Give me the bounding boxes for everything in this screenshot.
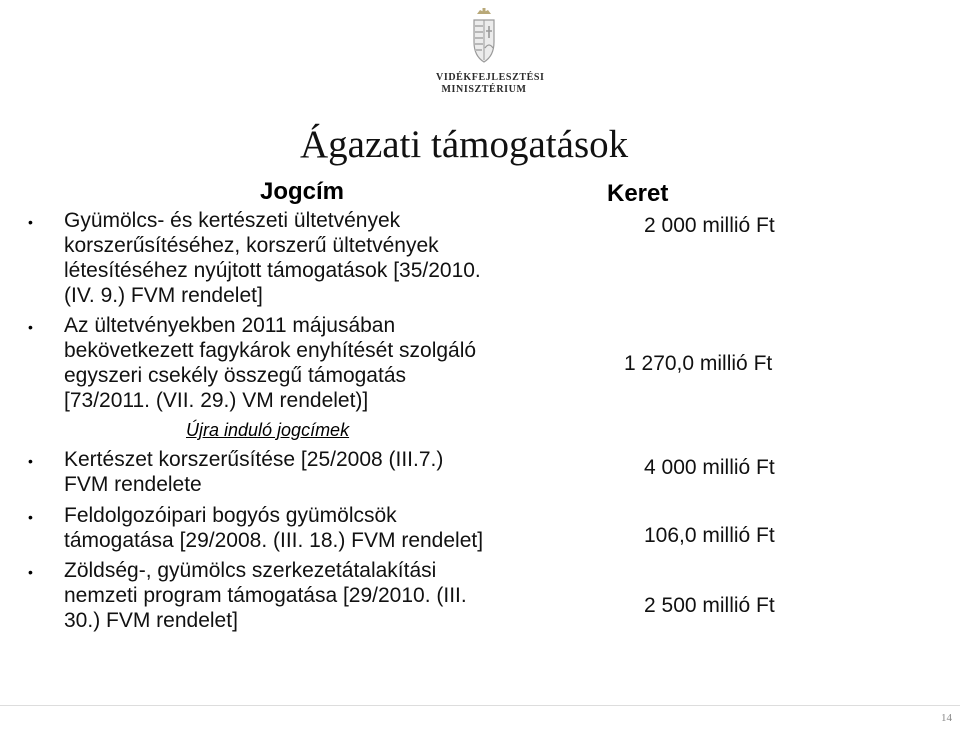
item-amount: 2 000 millió Ft xyxy=(644,214,775,237)
item-line: Az ültetvényekben 2011 májusában xyxy=(64,314,396,337)
item-line: támogatása [29/2008. (III. 18.) FVM rendelet] xyxy=(64,529,484,552)
item-line: létesítéséhez nyújtott támogatások [35/2010. xyxy=(64,259,481,282)
page-number: 14 xyxy=(941,712,952,724)
column-heading-jogcim: Jogcím xyxy=(260,178,345,205)
item-line: bekövetkezett fagykárok enyhítését szolgáló xyxy=(64,339,477,362)
bullet-icon: • xyxy=(28,453,33,469)
subheading-restarting-titles: Újra induló jogcímek xyxy=(186,420,350,440)
bullet-icon: • xyxy=(28,509,33,525)
item-amount: 2 500 millió Ft xyxy=(644,594,775,617)
hungarian-coat-of-arms-icon xyxy=(466,8,502,70)
item-line: egyszeri csekély összegű támogatás xyxy=(64,364,406,387)
item-line: nemzeti program támogatása [29/2010. (III. xyxy=(64,584,467,607)
ministry-name-line2: MINISZTÉRIUM xyxy=(441,84,527,95)
item-line: (IV. 9.) FVM rendelet] xyxy=(64,284,263,307)
list-item xyxy=(64,313,476,413)
item-line: 30.) FVM rendelet] xyxy=(64,609,238,632)
bullet-icon: • xyxy=(28,214,33,230)
bullet-icon: • xyxy=(28,564,33,580)
ministry-name-line1: VIDÉKFEJLESZTÉSI xyxy=(436,72,545,83)
item-line: Zöldség-, gyümölcs szerkezetátalakítási xyxy=(64,559,437,582)
item-line: Gyümölcs- és kertészeti ültetvények xyxy=(64,209,401,232)
list-item xyxy=(64,558,467,633)
item-amount: 106,0 millió Ft xyxy=(644,524,775,547)
page-title: Ágazati támogatások xyxy=(300,123,629,166)
list-item xyxy=(64,447,443,497)
column-heading-keret: Keret xyxy=(607,180,669,207)
item-line: FVM rendelete xyxy=(64,473,202,496)
list-item xyxy=(64,503,483,553)
item-line: [73/2011. (VII. 29.) VM rendelet)] xyxy=(64,389,369,412)
item-amount: 4 000 millió Ft xyxy=(644,456,775,479)
bullet-icon: • xyxy=(28,319,33,335)
footer-divider xyxy=(0,705,960,706)
item-line: korszerűsítéséhez, korszerű ültetvények xyxy=(64,234,439,257)
item-line: Kertészet korszerűsítése [25/2008 (III.7.) xyxy=(64,448,444,471)
item-amount: 1 270,0 millió Ft xyxy=(624,352,773,375)
list-item xyxy=(64,208,481,308)
item-line: Feldolgozóipari bogyós gyümölcsök xyxy=(64,504,397,527)
